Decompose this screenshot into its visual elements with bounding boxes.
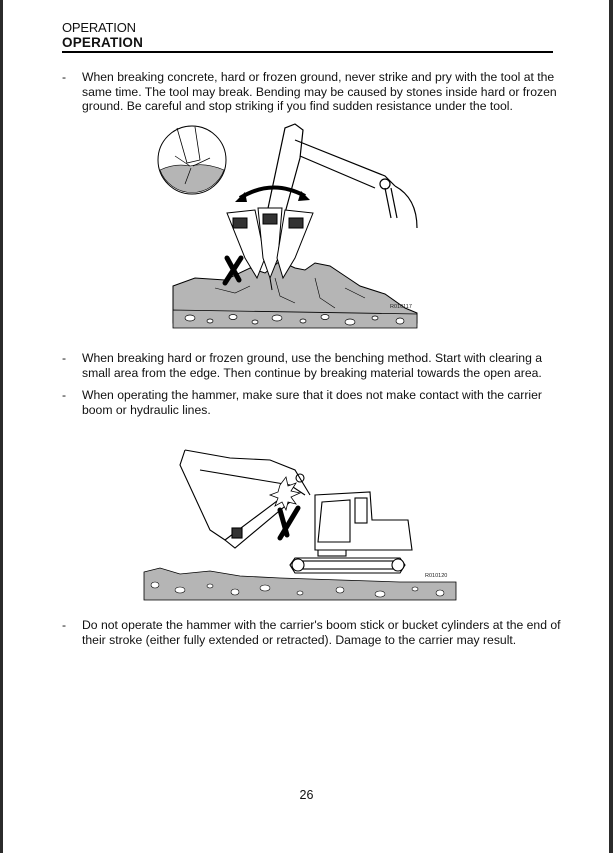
- bullet-marker: -: [62, 618, 67, 632]
- detail-inset-illustration: [158, 126, 226, 194]
- bullet-text: When operating the hammer, make sure that it does not make contact with the carrier boom or hydraulic lines.: [82, 388, 542, 417]
- bullet-text: When breaking hard or frozen ground, use the benching method. Start with clearing a small area from the edge. Then continue by breaking material towards the open area.: [82, 351, 543, 380]
- bullet-item: [62, 70, 562, 115]
- figure-code: R010120: [425, 573, 448, 579]
- figure-hammer-contact-boom: [140, 440, 460, 605]
- bullet-item: [62, 351, 562, 381]
- arrow-head-left-icon: [235, 192, 247, 202]
- prohibited-x-icon: [280, 508, 298, 538]
- bullet-marker: -: [62, 351, 67, 365]
- header-rule: [62, 51, 553, 53]
- bullet-text: Do not operate the hammer with the carrier's boom stick or bucket cylinders at the end of their stroke (either fully extended or retracted). Damage to the carrier may result.: [82, 618, 561, 647]
- page-edge-left: [0, 0, 3, 853]
- ground-illustration: [173, 261, 417, 328]
- figure-hammer-prying: [155, 118, 425, 333]
- section-title: OPERATION: [62, 35, 144, 50]
- excavator-illustration: [290, 492, 412, 573]
- page-edge-right: [609, 0, 613, 853]
- bullet-text: When breaking concrete, hard or frozen ground, never strike and pry with the tool at the same time. The tool may break. Bending may be caused by stones inside hard or frozen ground. Be careful and stop striking if you find sudden resistance under the tool.: [82, 70, 557, 114]
- running-header: OPERATION: [62, 20, 136, 35]
- page-number: 26: [299, 788, 314, 802]
- bullet-item: [62, 388, 562, 418]
- swing-arrow: [240, 187, 305, 198]
- bullet-item: [62, 618, 562, 648]
- bullet-marker: -: [62, 388, 67, 402]
- bullet-marker: -: [62, 70, 67, 84]
- figure-code: R010117: [390, 304, 412, 310]
